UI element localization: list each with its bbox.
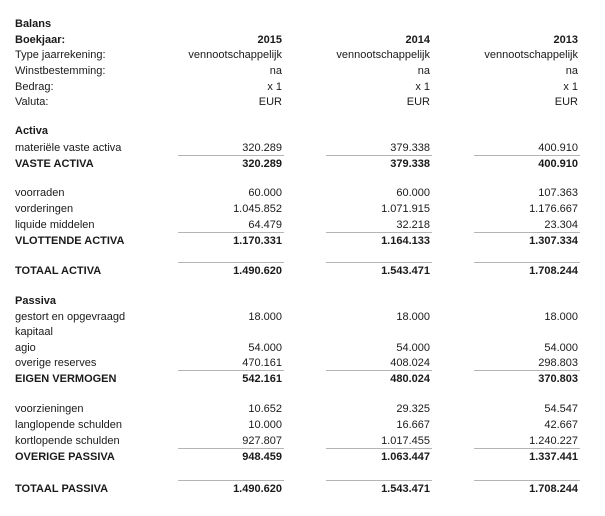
table-row (0, 356, 605, 371)
value-2013: 1.708.244 (529, 483, 578, 495)
value-2015: 54.000 (248, 342, 282, 354)
value-2015: 1.490.620 (233, 483, 282, 495)
value-2014: 18.000 (396, 311, 430, 323)
value-2015: 1.045.852 (233, 203, 282, 215)
value-2013: EUR (554, 96, 578, 108)
total-divider (326, 262, 432, 263)
total-divider (178, 262, 284, 263)
subtotal-divider (326, 155, 432, 156)
value-2014: 1.063.447 (381, 451, 430, 463)
subtotal-row (0, 450, 605, 465)
header-row-valuta (0, 95, 605, 110)
total-divider (178, 480, 284, 481)
value-2014: 1.543.471 (381, 265, 430, 277)
value-2013: 400.910 (538, 142, 578, 154)
value-2013: 54.547 (544, 403, 578, 415)
subtotal-row (0, 372, 605, 387)
value-2015: 18.000 (248, 311, 282, 323)
subtotal-divider (326, 448, 432, 449)
subtotal-divider (474, 232, 580, 233)
value-2015: 10.000 (248, 419, 282, 431)
total-divider (474, 480, 580, 481)
value-2013: 54.000 (544, 342, 578, 354)
value-2014: 60.000 (396, 187, 430, 199)
value-2014: 1.071.915 (381, 203, 430, 215)
value-2014: 54.000 (396, 342, 430, 354)
value-2015: EUR (258, 96, 282, 108)
value-2014: x 1 (415, 81, 430, 93)
subtotal-divider (178, 155, 284, 156)
value-2014: EUR (406, 96, 430, 108)
row-label: OVERIGE PASSIVA (15, 451, 115, 463)
table-row (0, 418, 605, 433)
table-row (0, 141, 605, 156)
value-2014: 1.543.471 (381, 483, 430, 495)
value-2013: 18.000 (544, 311, 578, 323)
row-label: TOTAAL PASSIVA (15, 483, 109, 495)
value-2014: vennootschappelijk (336, 49, 430, 61)
table-row (0, 402, 605, 417)
total-divider (474, 262, 580, 263)
value-2013: 370.803 (538, 373, 578, 385)
value-2015: vennootschappelijk (188, 49, 282, 61)
section-heading-activa (0, 124, 605, 139)
subtotal-divider (178, 448, 284, 449)
table-row (0, 218, 605, 233)
value-2014: 408.024 (390, 357, 430, 369)
year-2014: 2014 (405, 34, 430, 46)
header-label: Winstbestemming: (15, 65, 106, 77)
page-title: Balans (15, 18, 52, 30)
value-2015: 470.161 (242, 357, 282, 369)
value-2015: 60.000 (248, 187, 282, 199)
subtotal-divider (474, 155, 580, 156)
total-row (0, 264, 605, 279)
header-row-boekjaar (0, 33, 605, 48)
value-2014: 32.218 (396, 219, 430, 231)
value-2013: vennootschappelijk (484, 49, 578, 61)
value-2013: 1.708.244 (529, 265, 578, 277)
table-row (0, 186, 605, 201)
row-label: agio (15, 342, 36, 354)
value-2013: 1.307.334 (529, 235, 578, 247)
year-2013: 2013 (553, 34, 578, 46)
value-2015: 948.459 (242, 451, 282, 463)
header-row-winstbestemming (0, 64, 605, 79)
row-label: VASTE ACTIVA (15, 158, 94, 170)
row-label: voorzieningen (15, 403, 84, 415)
value-2014: 29.325 (396, 403, 430, 415)
value-2013: 400.910 (538, 158, 578, 170)
row-label: EIGEN VERMOGEN (15, 373, 117, 385)
header-label: Bedrag: (15, 81, 54, 93)
value-2014: 1.164.133 (381, 235, 430, 247)
subtotal-divider (474, 370, 580, 371)
value-2014: 16.667 (396, 419, 430, 431)
subtotal-divider (178, 370, 284, 371)
subtotal-divider (326, 232, 432, 233)
value-2013: 23.304 (544, 219, 578, 231)
table-row (0, 310, 605, 341)
value-2015: 10.652 (248, 403, 282, 415)
row-label: langlopende schulden (15, 419, 123, 431)
value-2013: 107.363 (538, 187, 578, 199)
value-2013: 1.240.227 (529, 435, 578, 447)
row-label: overige reserves (15, 357, 97, 369)
row-label: vorderingen (15, 203, 74, 215)
year-2015: 2015 (257, 34, 282, 46)
row-label: VLOTTENDE ACTIVA (15, 235, 125, 247)
value-2013: na (565, 65, 578, 77)
table-row (0, 434, 605, 449)
value-2015: 1.170.331 (233, 235, 282, 247)
value-2015: 1.490.620 (233, 265, 282, 277)
total-row (0, 482, 605, 497)
value-2014: 480.024 (390, 373, 430, 385)
value-2015: 320.289 (242, 142, 282, 154)
header-row-type (0, 48, 605, 63)
subtotal-divider (178, 232, 284, 233)
total-divider (326, 480, 432, 481)
subtotal-row (0, 234, 605, 249)
value-2013: 42.667 (544, 419, 578, 431)
header-row-bedrag (0, 80, 605, 95)
header-label: Valuta: (15, 96, 49, 108)
value-2015: 64.479 (248, 219, 282, 231)
table-row (0, 202, 605, 217)
section-heading-passiva (0, 294, 605, 309)
subtotal-divider (326, 370, 432, 371)
value-2014: 1.017.455 (381, 435, 430, 447)
row-label: TOTAAL ACTIVA (15, 265, 102, 277)
section-heading: Activa (15, 125, 49, 137)
value-2013: x 1 (563, 81, 578, 93)
row-label: voorraden (15, 187, 65, 199)
table-row (0, 341, 605, 356)
value-2015: x 1 (267, 81, 282, 93)
value-2013: 1.176.667 (529, 203, 578, 215)
balance-title-row (0, 17, 605, 32)
value-2014: 379.338 (390, 142, 430, 154)
value-2015: na (269, 65, 282, 77)
row-label: materiële vaste activa (15, 142, 122, 154)
row-label: liquide middelen (15, 219, 95, 231)
value-2014: na (417, 65, 430, 77)
row-label: kortlopende schulden (15, 435, 120, 447)
value-2015: 542.161 (242, 373, 282, 385)
row-label: gestort en opgevraagd kapitaal (15, 311, 126, 338)
value-2013: 298.803 (538, 357, 578, 369)
value-2014: 379.338 (390, 158, 430, 170)
header-label: Type jaarrekening: (15, 49, 106, 61)
value-2013: 1.337.441 (529, 451, 578, 463)
value-2015: 927.807 (242, 435, 282, 447)
subtotal-row (0, 157, 605, 172)
subtotal-divider (474, 448, 580, 449)
value-2015: 320.289 (242, 158, 282, 170)
header-label: Boekjaar: (15, 34, 66, 46)
section-heading: Passiva (15, 295, 56, 307)
